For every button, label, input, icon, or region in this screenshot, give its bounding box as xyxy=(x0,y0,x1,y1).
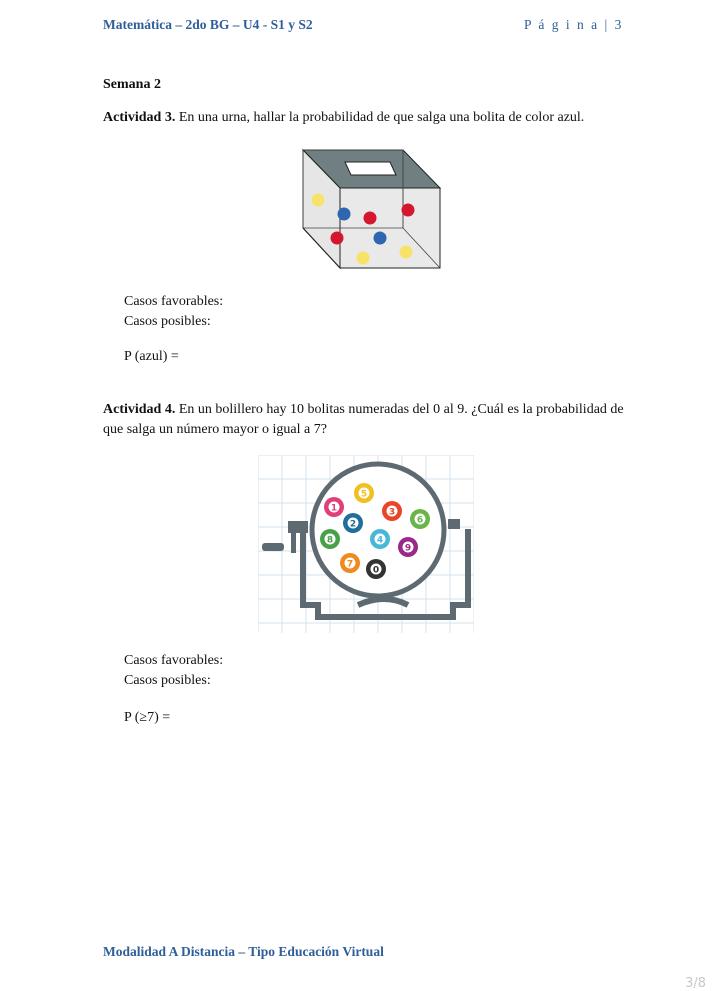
activity-4-label: Actividad 4. xyxy=(103,402,176,417)
page-counter: 3/8 xyxy=(685,976,706,991)
urn-ball xyxy=(364,212,377,225)
urn-ball xyxy=(400,246,413,259)
urn-ball xyxy=(331,232,344,245)
urn-ball xyxy=(402,204,415,217)
svg-text:7: 7 xyxy=(346,559,354,570)
urn-ball xyxy=(312,194,325,207)
activity-3-favorable-cases: Casos favorables: xyxy=(124,294,224,309)
svg-text:3: 3 xyxy=(388,507,396,518)
bingo-ball-2 xyxy=(343,513,363,533)
activity-3-label: Actividad 3. xyxy=(103,110,176,125)
bingo-ball-9 xyxy=(398,537,418,557)
svg-text:5: 5 xyxy=(360,489,368,500)
activity-3-statement xyxy=(103,108,643,128)
bingo-ball-5 xyxy=(354,483,374,503)
activity-4-probability: P (≥7) = xyxy=(124,710,171,725)
urn-ball xyxy=(357,252,370,265)
week-heading: Semana 2 xyxy=(103,77,161,92)
bingo-ball-7 xyxy=(340,553,360,573)
svg-text:9: 9 xyxy=(404,543,412,554)
bingo-ball-1 xyxy=(324,497,344,517)
svg-text:0: 0 xyxy=(372,565,380,576)
bingo-ball-4 xyxy=(370,529,390,549)
bingo-ball-3 xyxy=(382,501,402,521)
svg-text:2: 2 xyxy=(349,519,357,530)
svg-text:6: 6 xyxy=(416,515,424,526)
activity-4-statement xyxy=(103,400,643,440)
bingo-ball-6 xyxy=(410,509,430,529)
urn-ball xyxy=(338,208,351,221)
activity-4-possible-cases: Casos posibles: xyxy=(124,673,211,688)
activity-3-possible-cases: Casos posibles: xyxy=(124,314,211,329)
urn-image xyxy=(300,148,442,270)
activity-4-text: En un bolillero hay 10 bolitas numeradas del 0 al 9. ¿Cuál es la probabilidad de que salga un número mayor o igual a 7? xyxy=(103,402,624,437)
activity-3-text: En una urna, hallar la probabilidad de que salga una bolita de color azul. xyxy=(175,110,585,125)
header-title: Matemática – 2do BG – U4 - S1 y S2 xyxy=(103,17,313,32)
bingo-ball-8 xyxy=(320,529,340,549)
activity-4-favorable-cases: Casos favorables: xyxy=(124,653,224,668)
svg-text:1: 1 xyxy=(330,503,338,514)
bingo-cage-image xyxy=(258,455,474,633)
activity-3-probability: P (azul) = xyxy=(124,349,179,364)
svg-text:8: 8 xyxy=(326,535,334,546)
header-page-number: P á g i n a | 3 xyxy=(524,17,624,32)
footer-text: Modalidad A Distancia – Tipo Educación Virtual xyxy=(103,944,384,959)
urn-ball xyxy=(374,232,387,245)
svg-text:4: 4 xyxy=(376,535,384,546)
bingo-ball-0 xyxy=(366,559,386,579)
